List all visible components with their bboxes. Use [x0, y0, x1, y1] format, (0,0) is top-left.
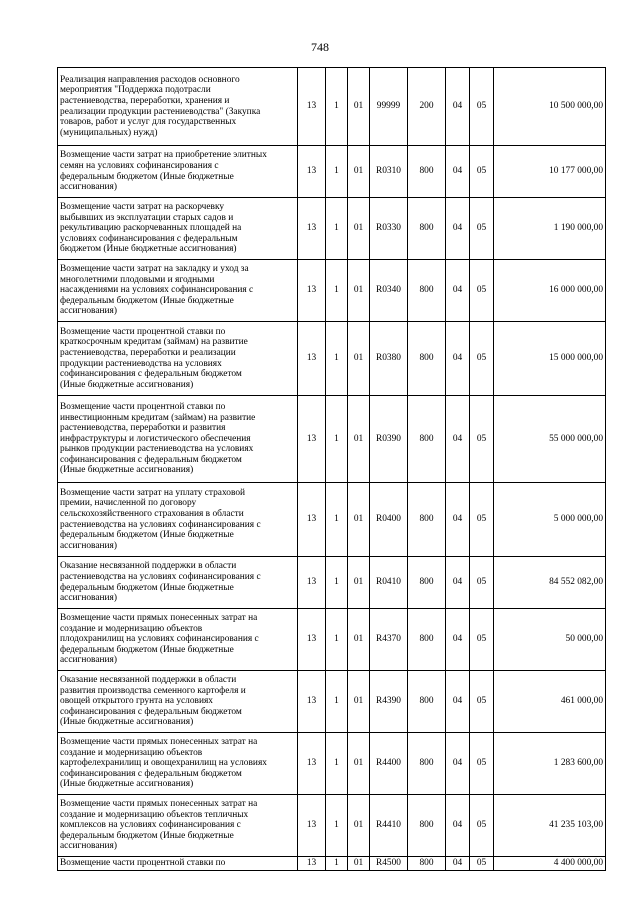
subsection-code: 05 — [470, 68, 494, 146]
row-description: Возмещение части затрат на уплату страховой премии, начисленной по договору сельскохозяйственного страхования в области растениеводства на условиях софинансирования с федеральным бюджетом (Иные бюджетные ассигнования) — [58, 483, 298, 557]
amount: 84 552 082,00 — [494, 557, 606, 609]
expense-direction-code: R0310 — [370, 146, 408, 198]
program-code: 13 — [298, 198, 326, 260]
subsection-code: 05 — [470, 609, 494, 671]
row-description: Возмещение части процентной ставки по инвестиционным кредитам (займам) на развитие растениеводства, переработки и развития инфраструктуры и логистического обеспечения рынков продукции растениеводства на условиях софинансирования с федеральным бюджетом (Иные бюджетные ассигнования) — [58, 396, 298, 483]
program-code: 13 — [298, 260, 326, 322]
expense-direction-code: R0400 — [370, 483, 408, 557]
program-code: 13 — [298, 322, 326, 396]
table-row — [58, 396, 606, 483]
amount: 55 000 000,00 — [494, 396, 606, 483]
measure-code: 01 — [348, 396, 370, 483]
measure-code: 01 — [348, 733, 370, 795]
table-row — [58, 198, 606, 260]
section-code: 04 — [446, 557, 470, 609]
row-description: Возмещение части процентной ставки по краткосрочным кредитам (займам) на развитие растениеводства, переработки и реализации продукции растениеводства на условиях софинансирования с федеральным бюджетом (Иные бюджетные ассигнования) — [58, 322, 298, 396]
amount: 15 000 000,00 — [494, 322, 606, 396]
table-row — [58, 857, 606, 871]
row-description: Возмещение части прямых понесенных затрат на создание и модернизацию объектов картофелехранилищ и овощехранилищ на условиях софинансирования с федеральным бюджетом (Иные бюджетные ассигнования) — [58, 733, 298, 795]
expense-type-code: 800 — [408, 557, 446, 609]
section-code: 04 — [446, 198, 470, 260]
row-description: Возмещение части процентной ставки по — [58, 857, 298, 871]
measure-code: 01 — [348, 483, 370, 557]
expense-direction-code: R0410 — [370, 557, 408, 609]
expense-direction-code: R0380 — [370, 322, 408, 396]
amount: 16 000 000,00 — [494, 260, 606, 322]
program-code: 13 — [298, 146, 326, 198]
subprogram-code: 1 — [326, 198, 348, 260]
program-code: 13 — [298, 483, 326, 557]
expense-type-code: 800 — [408, 198, 446, 260]
expense-type-code: 800 — [408, 146, 446, 198]
table-row — [58, 609, 606, 671]
measure-code: 01 — [348, 857, 370, 871]
subsection-code: 05 — [470, 198, 494, 260]
amount: 50 000,00 — [494, 609, 606, 671]
expense-type-code: 800 — [408, 322, 446, 396]
expense-type-code: 800 — [408, 609, 446, 671]
measure-code: 01 — [348, 198, 370, 260]
expense-type-code: 800 — [408, 260, 446, 322]
expense-direction-code: 99999 — [370, 68, 408, 146]
expense-direction-code: R4500 — [370, 857, 408, 871]
program-code: 13 — [298, 557, 326, 609]
amount: 10 177 000,00 — [494, 146, 606, 198]
table-row — [58, 557, 606, 609]
subsection-code: 05 — [470, 396, 494, 483]
subprogram-code: 1 — [326, 68, 348, 146]
table-row — [58, 733, 606, 795]
subprogram-code: 1 — [326, 322, 348, 396]
subprogram-code: 1 — [326, 557, 348, 609]
table-row — [58, 68, 606, 146]
table-row — [58, 795, 606, 857]
subsection-code: 05 — [470, 795, 494, 857]
section-code: 04 — [446, 795, 470, 857]
amount: 41 235 103,00 — [494, 795, 606, 857]
subprogram-code: 1 — [326, 483, 348, 557]
amount: 5 000 000,00 — [494, 483, 606, 557]
subsection-code: 05 — [470, 857, 494, 871]
subprogram-code: 1 — [326, 396, 348, 483]
expense-type-code: 800 — [408, 671, 446, 733]
measure-code: 01 — [348, 609, 370, 671]
expense-direction-code: R4390 — [370, 671, 408, 733]
measure-code: 01 — [348, 557, 370, 609]
row-description: Реализация направления расходов основного мероприятия "Поддержка подотрасли растениеводства, переработки, хранения и реализации продукции растениеводства" (Закупка товаров, работ и услуг для государственных (муниципальных) нужд) — [58, 68, 298, 146]
budget-table — [57, 67, 606, 871]
section-code: 04 — [446, 322, 470, 396]
expense-type-code: 800 — [408, 795, 446, 857]
amount: 1 283 600,00 — [494, 733, 606, 795]
subsection-code: 05 — [470, 322, 494, 396]
expense-type-code: 200 — [408, 68, 446, 146]
section-code: 04 — [446, 857, 470, 871]
section-code: 04 — [446, 609, 470, 671]
amount: 1 190 000,00 — [494, 198, 606, 260]
row-description: Возмещение части прямых понесенных затрат на создание и модернизацию объектов тепличных комплексов на условиях софинансирования с федеральным бюджетом (Иные бюджетные ассигнования) — [58, 795, 298, 857]
expense-direction-code: R4370 — [370, 609, 408, 671]
section-code: 04 — [446, 671, 470, 733]
section-code: 04 — [446, 68, 470, 146]
expense-direction-code: R0340 — [370, 260, 408, 322]
expense-type-code: 800 — [408, 857, 446, 871]
amount: 10 500 000,00 — [494, 68, 606, 146]
measure-code: 01 — [348, 260, 370, 322]
row-description: Оказание несвязанной поддержки в области развития производства семенного картофеля и овощей открытого грунта на условиях софинансирования с федеральным бюджетом (Иные бюджетные ассигнования) — [58, 671, 298, 733]
row-description: Возмещение части затрат на раскорчевку выбывших из эксплуатации старых садов и рекультивацию раскорчеванных площадей на условиях софинансирования с федеральным бюджетом (Иные бюджетные ассигнования) — [58, 198, 298, 260]
measure-code: 01 — [348, 322, 370, 396]
table-row — [58, 671, 606, 733]
section-code: 04 — [446, 146, 470, 198]
program-code: 13 — [298, 68, 326, 146]
program-code: 13 — [298, 733, 326, 795]
program-code: 13 — [298, 609, 326, 671]
measure-code: 01 — [348, 68, 370, 146]
subprogram-code: 1 — [326, 857, 348, 871]
expense-direction-code: R4400 — [370, 733, 408, 795]
subprogram-code: 1 — [326, 260, 348, 322]
table-row — [58, 483, 606, 557]
expense-type-code: 800 — [408, 483, 446, 557]
subsection-code: 05 — [470, 733, 494, 795]
subsection-code: 05 — [470, 260, 494, 322]
expense-direction-code: R0330 — [370, 198, 408, 260]
table-row — [58, 260, 606, 322]
row-description: Возмещение части затрат на закладку и уход за многолетними плодовыми и ягодными насаждениями на условиях софинансирования с федеральным бюджетом (Иные бюджетные ассигнования) — [58, 260, 298, 322]
table-row — [58, 146, 606, 198]
row-description: Оказание несвязанной поддержки в области растениеводства на условиях софинансирования с федеральным бюджетом (Иные бюджетные ассигнования) — [58, 557, 298, 609]
measure-code: 01 — [348, 146, 370, 198]
expense-type-code: 800 — [408, 396, 446, 483]
expense-type-code: 800 — [408, 733, 446, 795]
section-code: 04 — [446, 396, 470, 483]
amount: 461 000,00 — [494, 671, 606, 733]
program-code: 13 — [298, 857, 326, 871]
amount: 4 400 000,00 — [494, 857, 606, 871]
program-code: 13 — [298, 671, 326, 733]
program-code: 13 — [298, 795, 326, 857]
section-code: 04 — [446, 260, 470, 322]
expense-direction-code: R4410 — [370, 795, 408, 857]
subsection-code: 05 — [470, 146, 494, 198]
measure-code: 01 — [348, 795, 370, 857]
expense-direction-code: R0390 — [370, 396, 408, 483]
program-code: 13 — [298, 396, 326, 483]
subsection-code: 05 — [470, 483, 494, 557]
subsection-code: 05 — [470, 557, 494, 609]
subsection-code: 05 — [470, 671, 494, 733]
subprogram-code: 1 — [326, 609, 348, 671]
section-code: 04 — [446, 483, 470, 557]
table-row — [58, 322, 606, 396]
row-description: Возмещение части затрат на приобретение элитных семян на условиях софинансирования с федеральным бюджетом (Иные бюджетные ассигнования) — [58, 146, 298, 198]
row-description: Возмещение части прямых понесенных затрат на создание и модернизацию объектов плодохранилищ на условиях софинансирования с федеральным бюджетом (Иные бюджетные ассигнования) — [58, 609, 298, 671]
measure-code: 01 — [348, 671, 370, 733]
subprogram-code: 1 — [326, 795, 348, 857]
subprogram-code: 1 — [326, 671, 348, 733]
page-number: 748 — [311, 40, 329, 54]
subprogram-code: 1 — [326, 733, 348, 795]
section-code: 04 — [446, 733, 470, 795]
subprogram-code: 1 — [326, 146, 348, 198]
